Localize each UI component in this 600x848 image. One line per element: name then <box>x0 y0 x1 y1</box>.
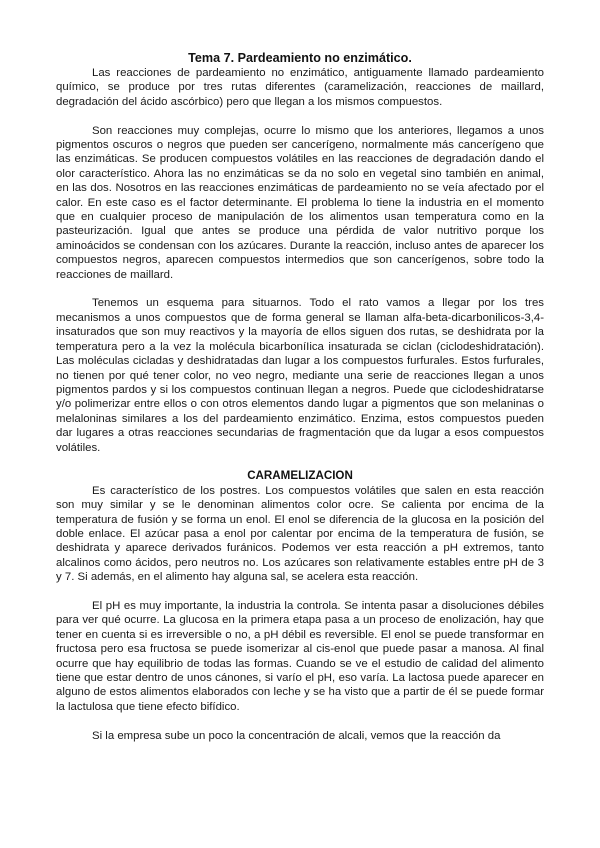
paragraph-caramelizacion-ph: El pH es muy importante, la industria la controla. Se intenta pasar a disoluciones débiles para ver qué ocurre. La glucosa en la primera etapa pasa a un proceso de enolización, hay que tener en cuenta si es irreversible o no, a pH débil es reversible. El enol se puede transformar en fructosa pero esa fructosa se puede isomerizar al cis-enol que puede pasar a manosa. Al final ocurre que hay equilibrio de todas las formas. Cuando se ve el estudio de calidad del alimento tiene que estar dentro de unos cánones, si varío el pH, eso varía. La lactosa puede aparecer en alguno de estos alimentos elaborados con leche y se ha visto que a partir de él se puede formar la lactulosa que tiene efecto bifídico. <box>56 599 544 713</box>
paragraph-scheme: Tenemos un esquema para situarnos. Todo el rato vamos a llegar por los tres mecanismos a unos compuestos que de forma general se llaman alfa-beta-dicarbonilicos-3,4-insaturados que son muy reactivos y la mayoría de ellos siguen dos rutas, se deshidrata por la temperatura pero a la vez la molécula bicarboníIica insaturada se ciclan (ciclodeshidratación). Las moléculas cicladas y deshidratadas dan lugar a los compuestos furfurales. Estos furfurales, no tienen por qué tener color, no veo negro, mediante una serie de reacciones llegan a unos pigmentos pardos y si los compuestos continuan llegan a negros. Puede que ciclodeshidratarse y/o polimerizar entre ellos o con otros elementos dando lugar a pigmentos que son melaninas o melaloninas similares a los del pardeamiento enzimático. Enzima, estos compuestos pueden dar lugares a otras reacciones secundarias de fragmentación que da lugar a esos compuestos volátiles. <box>56 297 544 454</box>
paragraph-complex-reactions: Son reacciones muy complejas, ocurre lo mismo que los anteriores, llegamos a unos pigmentos oscuros o negros que pueden ser cancerígeno, normalmente más cancerígeno que las enzimáticas. Se producen compuestos volátiles en las reacciones de degradación dando el olor característico. Ahora las no enzimáticas se da no solo en vegetal sino también en animal, en las dos. Nosotros en las reacciones enzimáticas de pardeamiento no se veía afectado por el calor. En este caso es el factor determinante. El problema lo tiene la industria en el momento que en cualquier proceso de manipulación de los alimentos usan temperatura como en la pasteurización. Igual que antes se produce una pérdida de valor nutritivo porque los aminoácidos se condensan con los azúcares. Durante la reacción, incluso antes de aparecer los compuestos negros, aparecen compuestos intermedios que son cancerígenos, sobre todo la reacciones de maillard. <box>56 124 544 281</box>
paragraph-caramelizacion-1: Es característico de los postres. Los compuestos volátiles que salen en esta reacción son muy similar y se le denominan alimentos color ocre. Se calienta por encima de la temperatura de fusión y se forma un enol. El enol se diferencia de la glucosa en la posición del doble enlace. El azúcar pasa a enol por calentar por encima de la temperatura de fusión, se deshidrata y aparece derivados furánicos. Podemos ver esta reacción a pH extremos, tanto alcalinos como ácidos, pero neutros no. Los azúcares son relativamente estables entre pH de 3 y 7. Si además, en el alimento hay alguna sal, se acelera esta reacción. <box>56 484 544 584</box>
document-page <box>56 50 544 743</box>
section-heading-caramelizacion: CARAMELIZACION <box>247 469 353 483</box>
paragraph-intro: Las reacciones de pardeamiento no enzimático, antiguamente llamado pardeamiento químico, se produce por tres rutas diferentes (caramelización, reacciones de maillard, degradación del ácido ascórbico) pero que llegan a los mismos compuestos. <box>56 67 544 108</box>
document-title: Tema 7. Pardeamiento no enzimático. <box>188 51 412 65</box>
paragraph-caramelizacion-alcali: Si la empresa sube un poco la concentración de alcali, vemos que la reacción da <box>92 729 501 742</box>
